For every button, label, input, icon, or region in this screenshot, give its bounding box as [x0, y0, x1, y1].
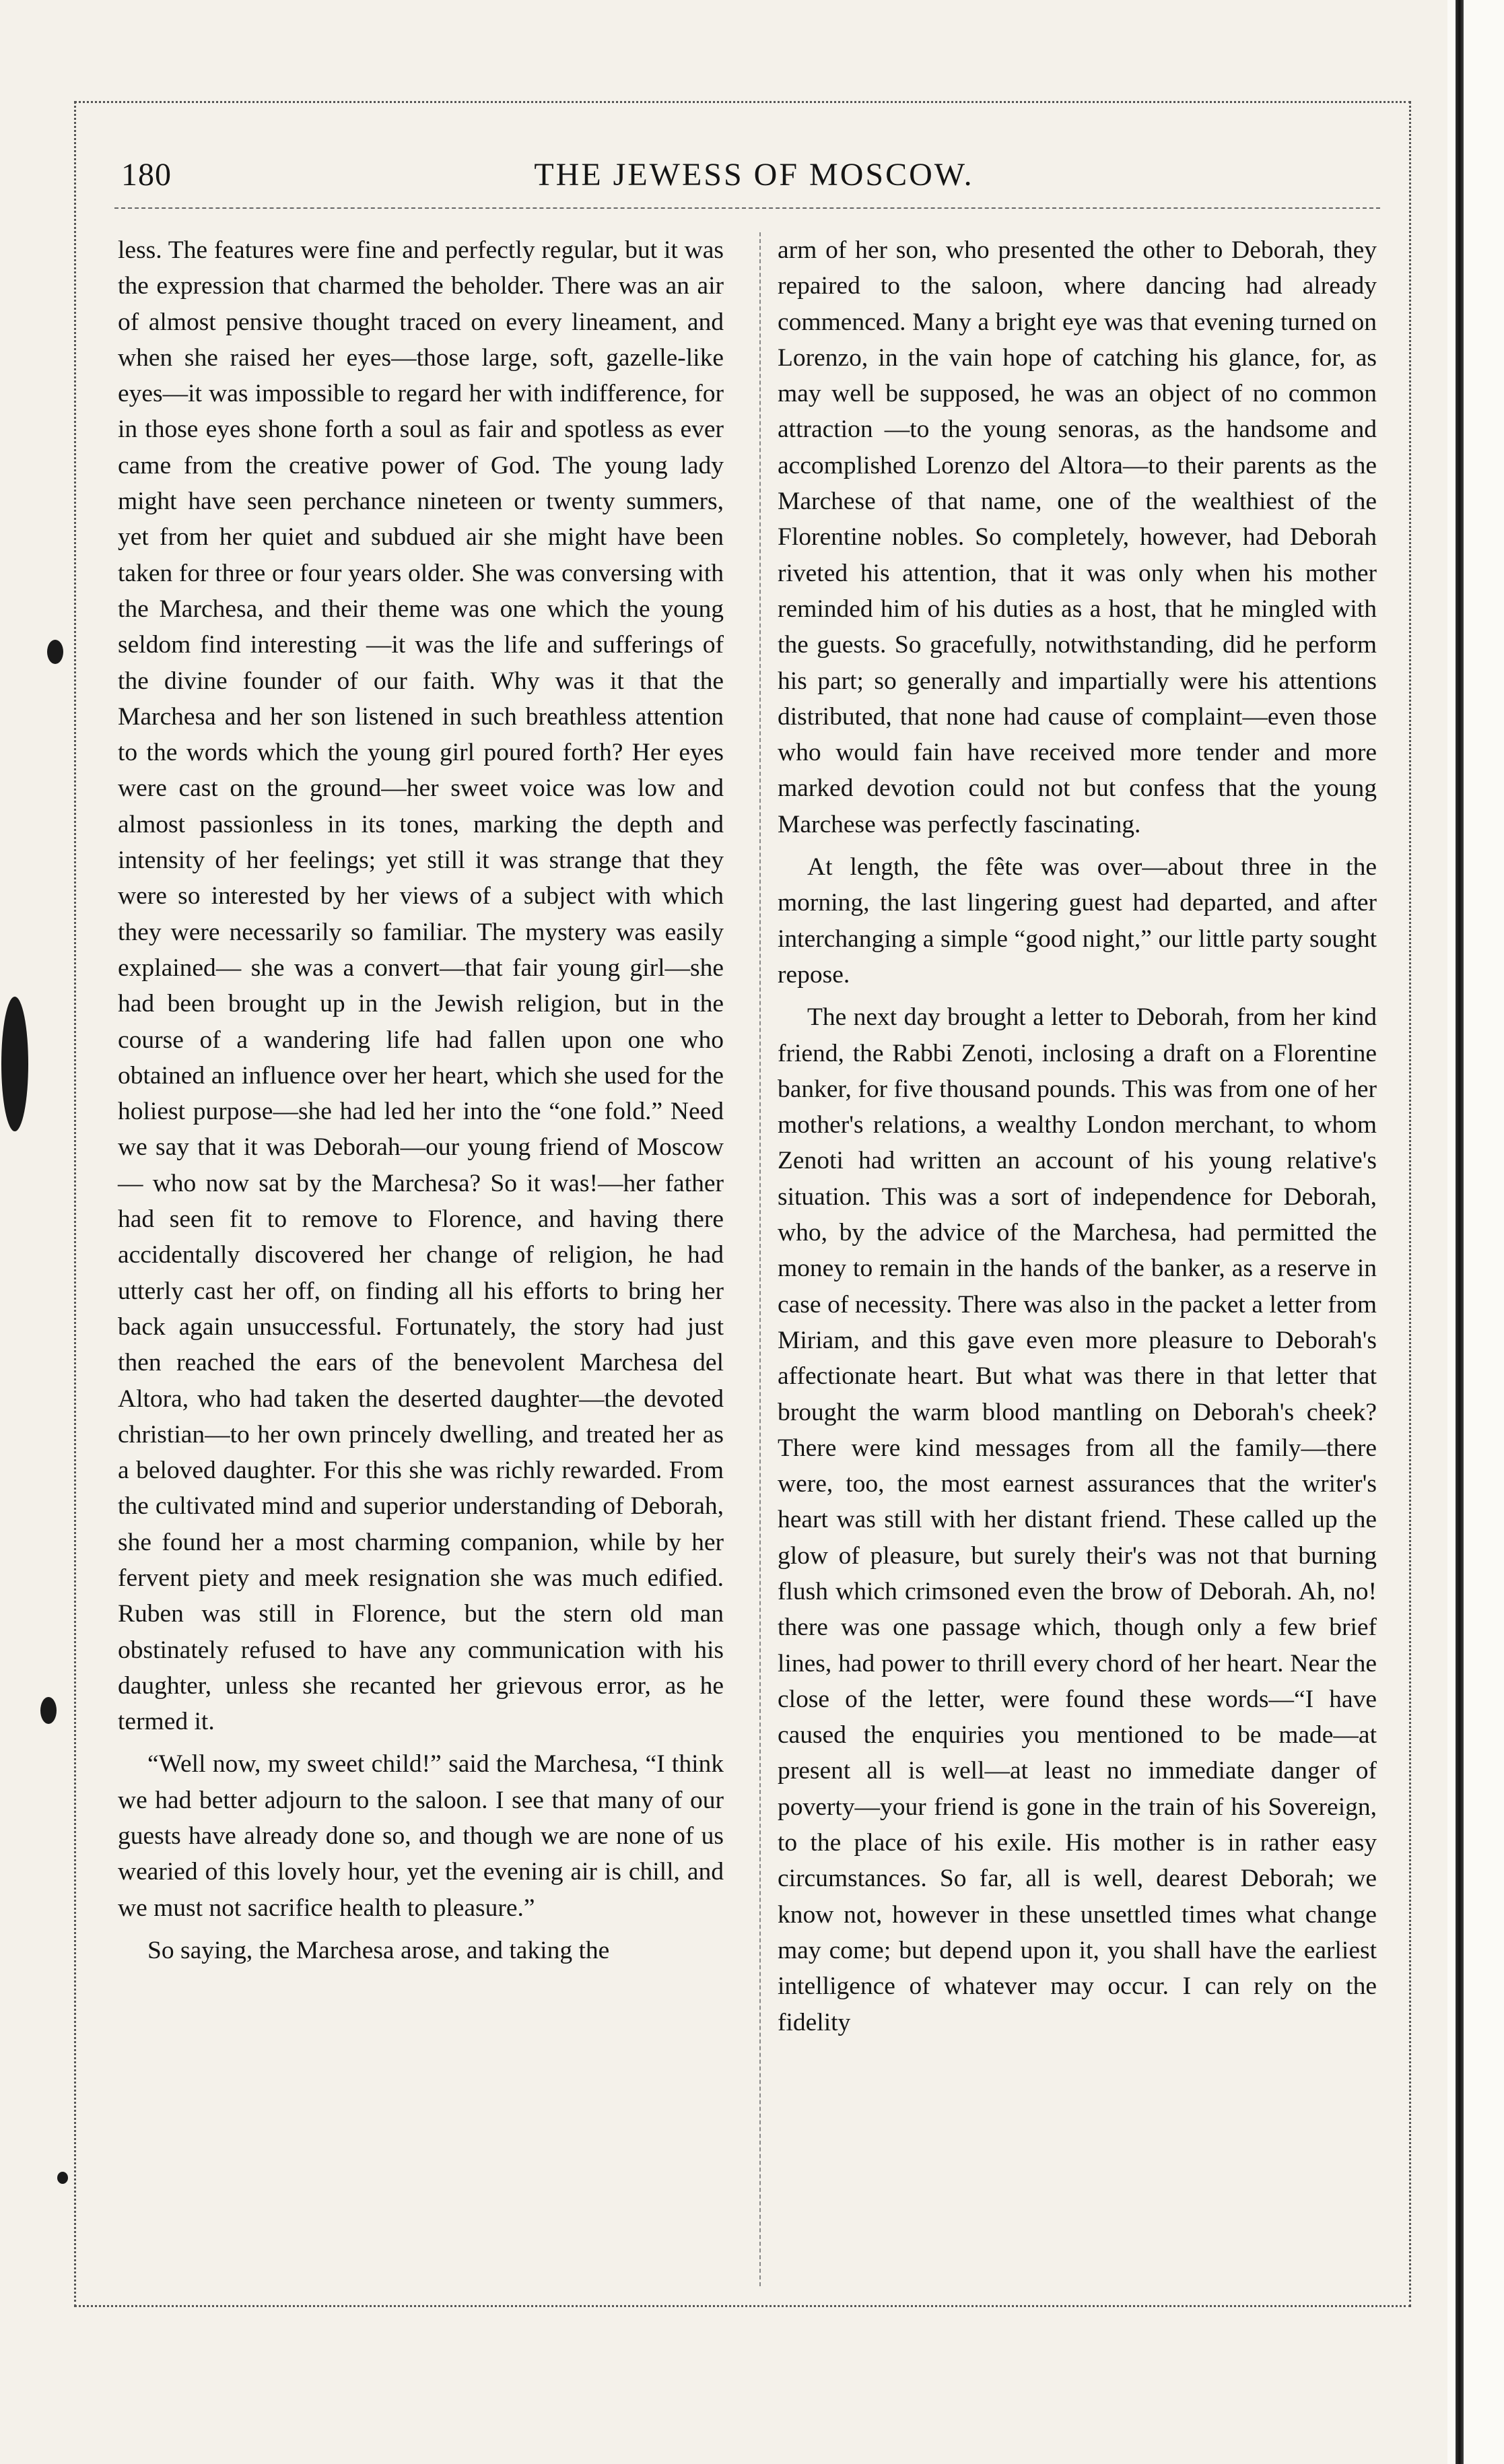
right-paragraph-1: arm of her son, who presented the other to Deborah, they repaired to the saloon, where dancing had already commenced. Many a bright eye was that evening turned on Lorenzo, in the vain hope of catching his glance, for, as may well be supposed, he was an object of no common attraction —to the young senoras, as the handsome and accomplished Lorenzo del Altora—to their parents as the Marchese of that name, one of the wealthiest of the Florentine nobles. So completely, however, had Deborah riveted his attention, that it was only when his mother reminded him of his duties as a host, that he mingled with the guests. So gracefully, notwithstanding, did he perform his part; so generally and impartially were his attentions distributed, that none had cause of complaint—even those who would fain have received more tender and more marked devotion could not but confess that the young Marchese was perfectly fascinating.: [778, 236, 1377, 838]
running-title: THE JEWESS OF MOSCOW.: [534, 157, 974, 193]
header-rule: [114, 207, 1380, 209]
ink-stain: [1, 997, 28, 1131]
left-column: [118, 232, 724, 1968]
left-paragraph-1: less. The features were fine and perfectly regular, but it was the expression that charmed the beholder. There was an air of almost pensive thought traced on every lineament, and when she raised her eyes—those large, soft, gazelle-like eyes—it was impossible to regard her with indifference, for in those eyes shone forth a soul as fair and spotless as ever came from the creative power of God. The young lady might have seen perchance nineteen or twenty summers, yet from her quiet and subdued air she might have been taken for three or four years older. She was conversing with the Marchesa, and their theme was one which the young seldom find interesting —it was the life and sufferings of the divine founder of our faith. Why was it that the Marchesa and her son listened in such breathless attention to the words which the young girl poured forth? Her eyes were cast on the ground—her sweet voice was low and almost passionless in its tones, marking the depth and intensity of her feelings; yet still it was strange that they were so interested by her views of a subject with which they were necessarily so familiar. The mystery was easily explained— she was a convert—that fair young girl—she had been brought up in the Jewish religion, but in the course of a wandering life had fallen upon one who obtained an influence over her heart, which she used for the holiest purpose—she had led her into the “one fold.” Need we say that it was Deborah—our young friend of Moscow— who now sat by the Marchesa? So it was!—her father had seen fit to remove to Florence, and having there accidentally discovered her change of religion, he had utterly cast her off, on finding all his efforts to bring her back again unsuccessful. Fortunately, the story had just then reached the ears of the benevolent Marchesa del Altora, who had taken the deserted daughter—the devoted christian—to her own princely dwelling, and treated her as a beloved daughter. For this she was richly rewarded. From the cultivated mind and superior understanding of Deborah, she found her a most charming companion, while by her fervent piety and meek resignation she was much edified. Ruben was still in Florence, but the stern old man obstinately refused to have any communication with his daughter, unless she recanted her grievous error, as he termed it.: [118, 236, 724, 1736]
ink-mark: [40, 1697, 57, 1724]
ink-mark: [47, 640, 63, 664]
page-edge: [1447, 0, 1504, 2464]
left-paragraph-2: “Well now, my sweet child!” said the Marchesa, “I think we had better adjourn to the saloon. I see that many of our guests have already done so, and though we are none of us wearied of this lovely hour, yet the evening air is chill, and we must not sacrifice health to pleasure.”: [118, 1750, 724, 1922]
ink-dot: [57, 2172, 68, 2184]
right-paragraph-3: The next day brought a letter to Deborah, from her kind friend, the Rabbi Zenoti, inclosing a draft on a Florentine banker, for five thousand pounds. This was from one of her mother's relations, a wealthy London merchant, to whom Zenoti had written an account of his young relative's situation. This was a sort of independence for Deborah, who, by the advice of the Marchesa, had permitted the money to remain in the hands of the banker, as a reserve in case of necessity. There was also in the packet a letter from Miriam, and this gave even more pleasure to Deborah's affectionate heart. But what was there in that letter that brought the warm blood mantling on Deborah's cheek? There were kind messages from all the family—there were, too, the most earnest assurances that the writer's heart was still with her distant friend. These called up the glow of pleasure, but surely their's was not that burning flush which crimsoned even the brow of Deborah. Ah, no! there was one passage which, though only a few brief lines, had power to thrill every chord of her heart. Near the close of the letter, were found these words—“I have caused the enquiries you mentioned to be made—at present all is well—at least no immediate danger of poverty—your friend is gone in the train of his Sovereign, to the place of his exile. His mother is in rather easy circumstances. So far, all is well, dearest Deborah; we know not, however in these unsettled times what change may come; but depend upon it, you shall have the earliest intelligence of whatever may occur. I can rely on the fidelity: [778, 1003, 1377, 2036]
binding-shadow: [1456, 0, 1464, 2464]
right-paragraph-2: At length, the fête was over—about three in the morning, the last lingering guest had departed, and after interchanging a simple “good night,” our little party sought repose.: [778, 853, 1377, 989]
right-column: [778, 232, 1377, 2040]
page-header: [121, 148, 1387, 202]
column-divider: [759, 232, 761, 2286]
left-paragraph-3: So saying, the Marchesa arose, and taking the: [147, 1936, 610, 1964]
page-number: 180: [121, 157, 172, 193]
